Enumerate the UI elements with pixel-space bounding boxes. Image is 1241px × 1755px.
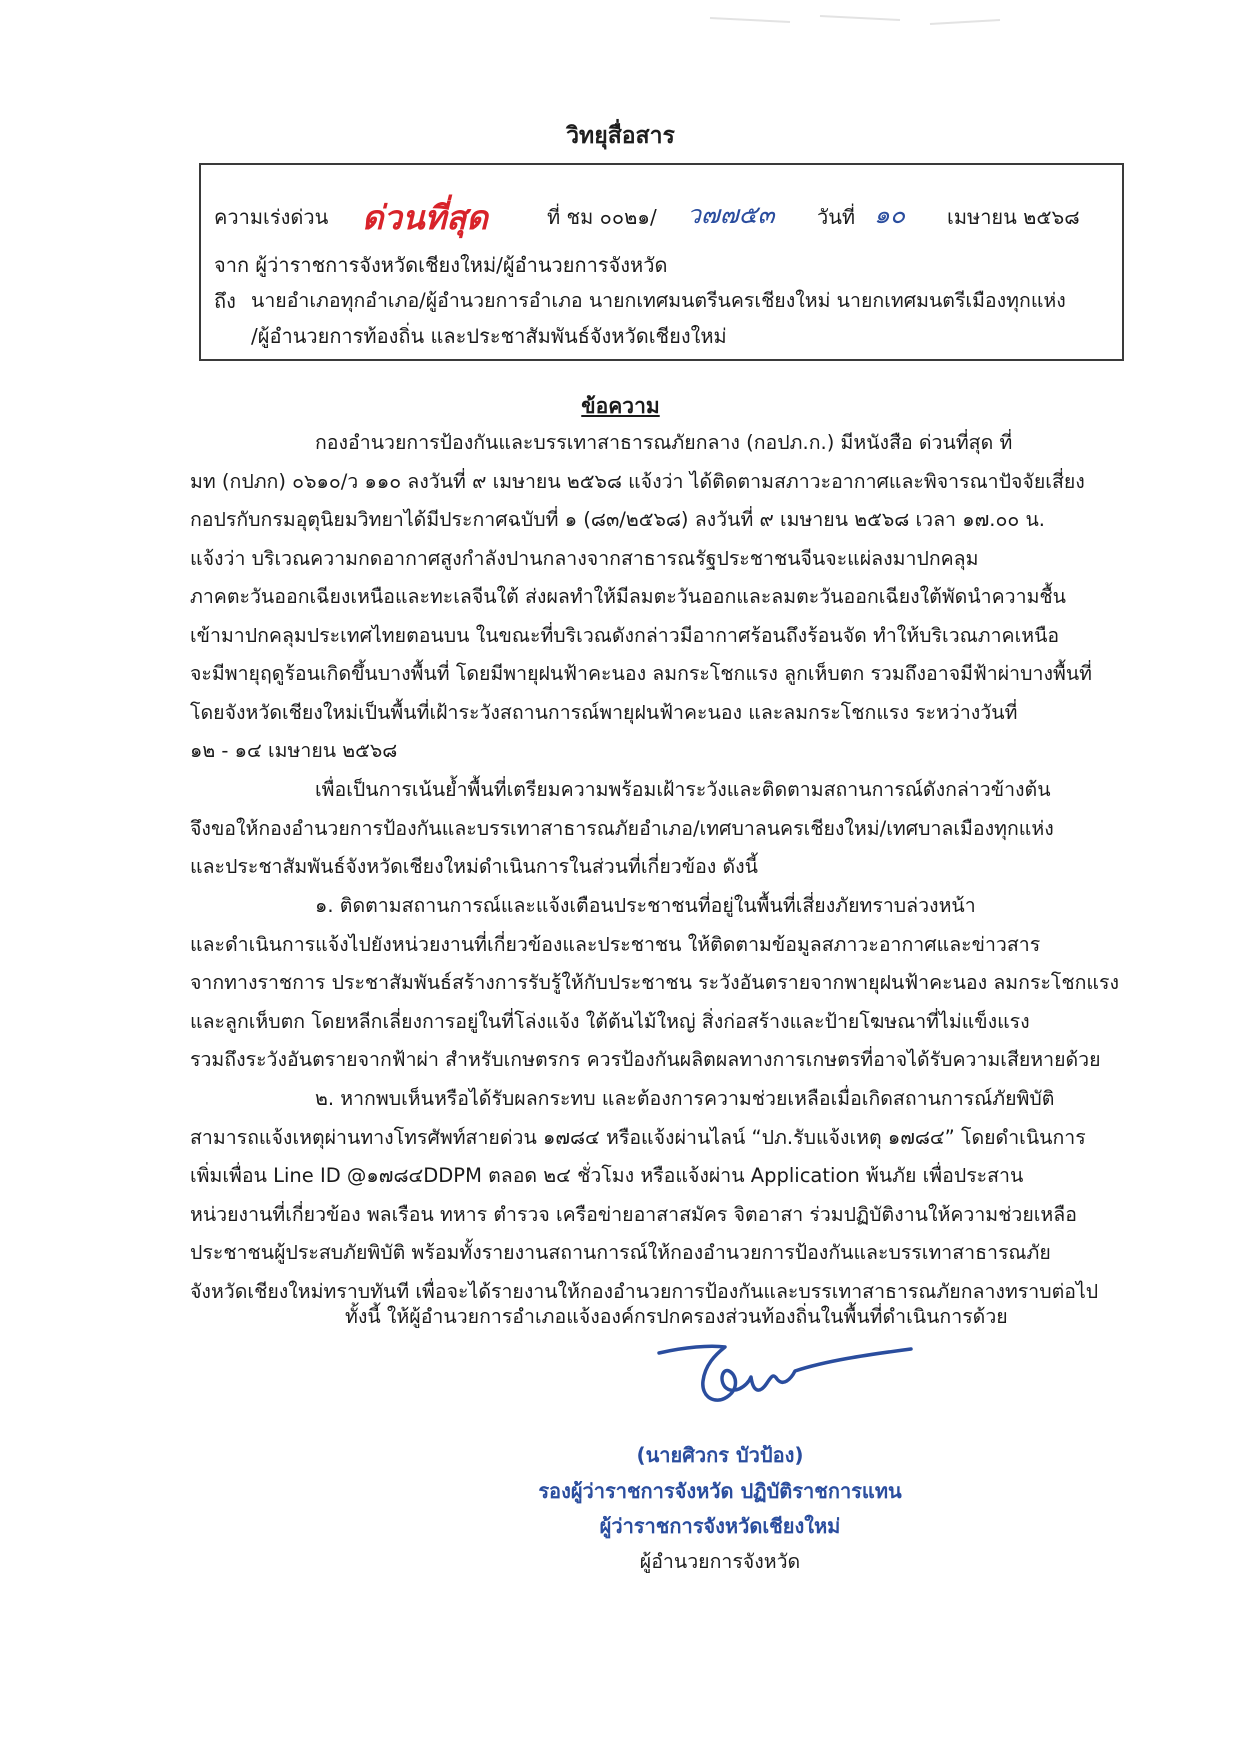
from-line: จาก ผู้ว่าราชการจังหวัดเชียงใหม่/ผู้อำนวยการจังหวัด bbox=[214, 253, 668, 277]
closing-sentence: ทั้งนี้ ให้ผู้อำนวยการอำเภอแจ้งองค์กรปกครองส่วนท้องถิ่นในพื้นที่ดำเนินการด้วย bbox=[345, 1305, 1008, 1328]
to-line-1: นายอำเภอทุกอำเภอ/ผู้อำนวยการอำเภอ นายกเทศมนตรีนครเชียงใหม่ นายกเทศมนตรีเมืองทุกแห่ง bbox=[251, 289, 1066, 312]
paragraph-line: เพื่อเป็นการเน้นย้ำพื้นที่เตรียมความพร้อมเฝ้าระวังและติดตามสถานการณ์ดังกล่าวข้างต้น bbox=[315, 778, 1051, 801]
signatory-position-3: ผู้อำนวยการจังหวัด bbox=[639, 1550, 801, 1573]
paragraph-4 bbox=[190, 1080, 1122, 1311]
document-title: วิทยุสื่อสาร bbox=[566, 123, 675, 149]
urgency-label: ความเร่งด่วน bbox=[214, 205, 329, 229]
signatory-position-2: ผู้ว่าราชการจังหวัดเชียงใหม่ bbox=[599, 1514, 841, 1538]
paragraph-line: กองอำนวยการป้องกันและบรรเทาสาธารณภัยกลาง (กอปภ.ก.) มีหนังสือ ด่วนที่สุด ที่ bbox=[315, 431, 1013, 454]
date-label: วันที่ bbox=[817, 205, 856, 229]
paragraph-line: แจ้งว่า บริเวณความกดอากาศสูงกำลังปานกลางจากสาธารณรัฐประชาชนจีนจะแผ่ลงมาปกคลุม bbox=[190, 546, 979, 570]
urgency-row bbox=[214, 195, 1114, 239]
paragraph-line: จังหวัดเชียงใหม่ทราบทันที เพื่อจะได้รายงานให้กองอำนวยการป้องกันและบรรเทาสาธารณภัยกลางทราบต่อไป bbox=[190, 1279, 1099, 1303]
paragraph-line: มท (กปภก) ๐๖๑๐/ว ๑๑๐ ลงวันที่ ๙ เมษายน ๒๕๖๘ แจ้งว่า ได้ติดตามสภาวะอากาศและพิจารณาปัจจัยเสี่ยง bbox=[190, 469, 1085, 493]
date-day: ๑๐ bbox=[874, 200, 906, 229]
paragraph-line: จากทางราชการ ประชาสัมพันธ์สร้างการรับรู้ให้กับประชาชน ระวังอันตรายจากพายุฝนฟ้าคะนอง ลมกระโชกแรง bbox=[190, 971, 1119, 994]
scan-artifact bbox=[700, 0, 1060, 40]
header-box bbox=[199, 163, 1124, 361]
paragraph-2 bbox=[190, 771, 1122, 887]
paragraph-line: เพิ่มเพื่อน Line ID @๑๗๘๔DDPM ตลอด ๒๔ ชั่วโมง หรือแจ้งผ่าน Application พ้นภัย เพื่อประสาน bbox=[190, 1164, 1024, 1187]
paragraph-3 bbox=[190, 887, 1122, 1080]
paragraph-line: รวมถึงระวังอันตรายจากฟ้าผ่า สำหรับเกษตรกร ควรป้องกันผลิตผลทางการเกษตรที่อาจได้รับความเสียหายด้วย bbox=[190, 1048, 1101, 1071]
handwritten-signature bbox=[655, 1335, 915, 1423]
paragraph-line: และประชาสัมพันธ์จังหวัดเชียงใหม่ดำเนินการในส่วนที่เกี่ยวข้อง ดังนี้ bbox=[190, 855, 759, 878]
date-month-year: เมษายน ๒๕๖๘ bbox=[947, 205, 1080, 229]
reference-label: ที่ ชม ๐๐๒๑/ bbox=[547, 205, 657, 229]
paragraph-line: ๑. ติดตามสถานการณ์และแจ้งเตือนประชาชนที่อยู่ในพื้นที่เสี่ยงภัยทราบล่วงหน้า bbox=[315, 894, 976, 917]
paragraph-line: จะมีพายุฤดูร้อนเกิดขึ้นบางพื้นที่ โดยมีพายุฝนฟ้าคะนอง ลมกระโชกแรง ลูกเห็บตก รวมถึงอาจมีฟ้าผ่าบางพื้นที่ bbox=[190, 662, 1093, 685]
paragraph-line: โดยจังหวัดเชียงใหม่เป็นพื้นที่เฝ้าระวังสถานการณ์พายุฝนฟ้าคะนอง และลมกระโชกแรง ระหว่างวันที่ bbox=[190, 700, 1018, 724]
signatory-position-1: รองผู้ว่าราชการจังหวัด ปฏิบัติราชการแทน bbox=[538, 1479, 902, 1503]
paragraph-line: ประชาชนผู้ประสบภัยพิบัติ พร้อมทั้งรายงานสถานการณ์ให้กองอำนวยการป้องกันและบรรเทาสาธารณภัย bbox=[190, 1241, 1051, 1264]
paragraph-1 bbox=[190, 424, 1122, 771]
to-label: ถึง bbox=[214, 289, 236, 313]
paragraph-line: สามารถแจ้งเหตุผ่านทางโทรศัพท์สายด่วน ๑๗๘๔ หรือแจ้งผ่านไลน์ “ปภ.รับแจ้งเหตุ ๑๗๘๔” โดยดำเนินการ bbox=[190, 1125, 1086, 1149]
subject-heading: ข้อความ bbox=[581, 394, 660, 418]
paragraph-line: ๒. หากพบเห็นหรือได้รับผลกระทบ และต้องการความช่วยเหลือเมื่อเกิดสถานการณ์ภัยพิบัติ bbox=[315, 1087, 1055, 1110]
paragraph-line: หน่วยงานที่เกี่ยวข้อง พลเรือน ทหาร ตำรวจ เครือข่ายอาสาสมัคร จิตอาสา ร่วมปฏิบัติงานให้ความช่วยเหลือ bbox=[190, 1202, 1077, 1226]
to-line-2: /ผู้อำนวยการท้องถิ่น และประชาสัมพันธ์จังหวัดเชียงใหม่ bbox=[251, 324, 727, 348]
signatory-name: (นายศิวกร บัวป้อง) bbox=[636, 1443, 804, 1467]
paragraph-line: เข้ามาปกคลุมประเทศไทยตอนบน ในขณะที่บริเวณดังกล่าวมีอากาศร้อนถึงร้อนจัด ทำให้บริเวณภาคเหนือ bbox=[190, 623, 1060, 647]
paragraph-line: และลูกเห็บตก โดยหลีกเลี่ยงการอยู่ในที่โล่งแจ้ง ใต้ต้นไม้ใหญ่ สิ่งก่อสร้างและป้ายโฆษณาที่ไม่แข็งแรง bbox=[190, 1009, 1030, 1033]
paragraph-line: และดำเนินการแจ้งไปยังหน่วยงานที่เกี่ยวข้องและประชาชน ให้ติดตามข้อมูลสภาวะอากาศและข่าวสาร bbox=[190, 932, 1041, 956]
paragraph-line: ภาคตะวันออกเฉียงเหนือและทะเลจีนใต้ ส่งผลทำให้มีลมตะวันออกและลมตะวันออกเฉียงใต้พัดนำความชื้น bbox=[190, 585, 1066, 608]
paragraph-line: กอปรกับกรมอุตุนิยมวิทยาได้มีประกาศฉบับที่ ๑ (๘๓/๒๕๖๘) ลงวันที่ ๙ เมษายน ๒๕๖๘ เวลา ๑๗.๐๐ น. bbox=[190, 508, 1045, 531]
urgency-value: ด่วนที่สุด bbox=[362, 198, 488, 237]
paragraph-line: ๑๒ - ๑๔ เมษายน ๒๕๖๘ bbox=[190, 739, 398, 762]
paragraph-line: จึงขอให้กองอำนวยการป้องกันและบรรเทาสาธารณภัยอำเภอ/เทศบาลนครเชียงใหม่/เทศบาลเมืองทุกแห่ง bbox=[190, 816, 1054, 840]
reference-number: ว๗๗๕๓ bbox=[687, 200, 775, 229]
